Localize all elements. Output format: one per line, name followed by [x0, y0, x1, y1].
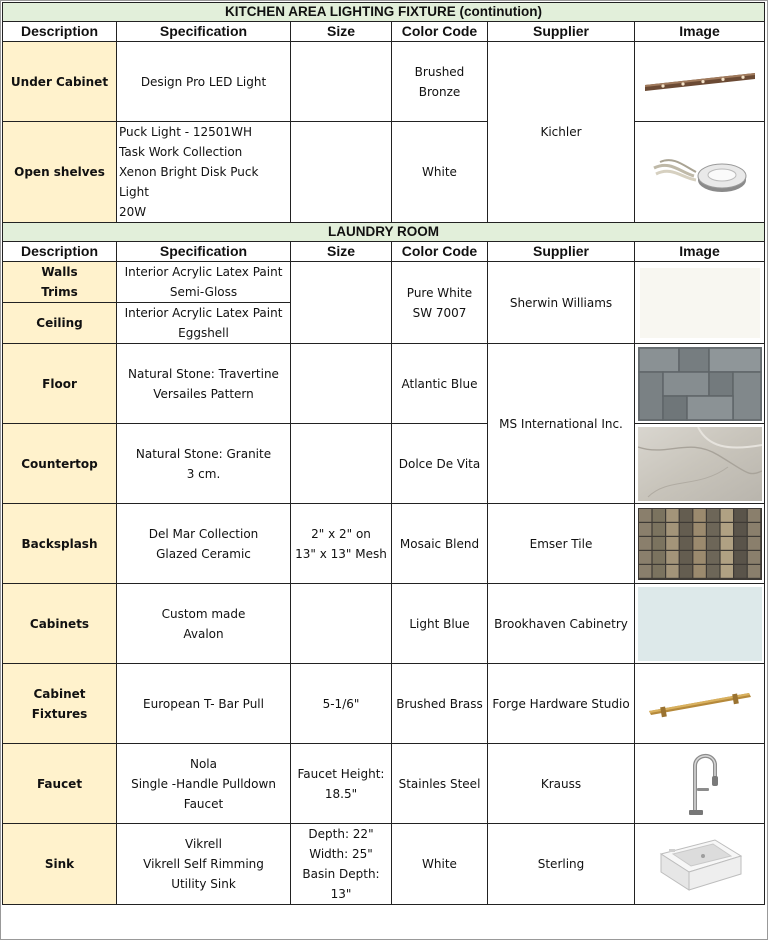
size-cell [291, 504, 392, 584]
supplier-cell: Forge Hardware Studio [488, 664, 635, 744]
spec-line: Glazed Ceramic [156, 546, 251, 561]
supplier-cell: Sherwin Williams [488, 262, 635, 344]
size-cell [291, 744, 392, 824]
header-size: Size [291, 22, 392, 42]
table-row [3, 824, 765, 905]
color-line: Atlantic Blue [401, 376, 478, 391]
color-line: White [422, 857, 457, 871]
color-cell [392, 824, 488, 905]
image-cell [635, 744, 765, 824]
spec-line: Semi-Gloss [169, 285, 238, 299]
supplier-cell: Sterling [488, 824, 635, 905]
image-cell [635, 262, 765, 344]
spec-line: Faucet [183, 796, 224, 811]
spec-line: European T- Bar Pull [143, 696, 264, 711]
color-line: Pure White [406, 285, 473, 300]
header-specification: Specification [117, 242, 291, 262]
description-cell: Floor [3, 344, 117, 424]
size-cell [291, 664, 392, 744]
spec-line: Xenon Bright Disk Puck Light [119, 165, 259, 199]
table-row [3, 744, 765, 824]
image-cell [635, 824, 765, 905]
spec-line: Single -Handle Pulldown [131, 776, 276, 791]
spec-line: Custom made [161, 606, 246, 621]
specification-cell [117, 344, 291, 424]
header-supplier: Supplier [488, 22, 635, 42]
supplier-cell: MS International Inc. [488, 344, 635, 504]
header-size: Size [291, 242, 392, 262]
spec-line: Utility Sink [171, 877, 236, 891]
color-cell [392, 584, 488, 664]
spec-line: Eggshell [178, 326, 229, 340]
image-cell [635, 122, 765, 223]
table-row [3, 504, 765, 584]
specification-cell [117, 584, 291, 664]
header-description: Description [3, 22, 117, 42]
size-line: 13" x 13" Mesh [295, 546, 387, 561]
pulldown-faucet-image [675, 750, 725, 818]
size-line: 18.5" [324, 786, 358, 801]
header-supplier: Supplier [488, 242, 635, 262]
image-cell [635, 344, 765, 424]
spec-line: Natural Stone: Travertine [128, 366, 279, 381]
spec-line: Natural Stone: Granite [135, 446, 272, 461]
spec-line: Del Mar Collection [148, 526, 259, 541]
spec-line: 3 cm. [186, 466, 221, 481]
description-cell: Backsplash [3, 504, 117, 584]
size-cell [291, 824, 392, 905]
image-cell [635, 664, 765, 744]
image-cell [635, 504, 765, 584]
color-cell [392, 262, 488, 344]
specification-cell [117, 664, 291, 744]
laundry-header-row [3, 242, 765, 262]
table-row [3, 664, 765, 744]
header-color-code: Color Code [392, 22, 488, 42]
color-line: Brushed Brass [396, 696, 483, 711]
header-specification: Specification [117, 22, 291, 42]
color-line: Light Blue [409, 616, 470, 631]
mosaic-tile-image [638, 508, 762, 580]
color-cell [392, 344, 488, 424]
description-cell: Cabinets [3, 584, 117, 664]
color-cell [392, 744, 488, 824]
size-cell [291, 584, 392, 664]
description-cell: Ceiling [3, 303, 117, 344]
description-cell: Under Cabinet [3, 42, 117, 122]
description-cell: Open shelves [3, 122, 117, 223]
color-cell [392, 504, 488, 584]
header-description: Description [3, 242, 117, 262]
header-image: Image [635, 22, 765, 42]
size-cell [291, 424, 392, 504]
spec-line: Avalon [183, 626, 224, 641]
spec-line: 20W [119, 205, 147, 219]
walls-label: Walls [41, 265, 78, 279]
supplier-cell: Kichler [488, 42, 635, 223]
trims-label: Trims [41, 285, 78, 299]
table-row [3, 344, 765, 424]
size-cell [291, 42, 392, 122]
size-cell [291, 122, 392, 223]
spec-line: Interior Acrylic Latex Paint [124, 265, 283, 279]
size-cell [291, 262, 392, 344]
spec-line: Vikrell Self Rimming [143, 857, 264, 871]
color-line: Brushed Bronze [414, 64, 465, 99]
cabinet-color-swatch [638, 587, 762, 661]
size-line: 5-1/6" [322, 696, 360, 711]
supplier-cell: Krauss [488, 744, 635, 824]
table-row [3, 424, 765, 504]
table-row [3, 42, 765, 122]
size-line: 2" x 2" on [311, 526, 371, 541]
specification-cell [117, 262, 291, 303]
color-cell [392, 424, 488, 504]
specification-cell [117, 824, 291, 905]
table-row [3, 262, 765, 303]
size-line: Basin Depth: 13" [302, 867, 380, 901]
color-line: SW 7007 [412, 305, 467, 320]
table-row [3, 584, 765, 664]
supplier-cell: Emser Tile [488, 504, 635, 584]
kitchen-section-title: KITCHEN AREA LIGHTING FIXTURE (continution) [3, 3, 765, 22]
spec-line: Task Work Collection [119, 145, 243, 159]
description-cell: Countertop [3, 424, 117, 504]
specification-cell [117, 504, 291, 584]
header-image: Image [635, 242, 765, 262]
color-line: Mosaic Blend [399, 536, 480, 551]
description-cell [3, 262, 117, 303]
laundry-section-title: LAUNDRY ROOM [3, 223, 765, 242]
led-strip-light-image [643, 69, 757, 95]
specification-cell [117, 424, 291, 504]
spec-line: Vikrell [185, 837, 222, 851]
spec-line: Nola [189, 756, 217, 771]
supplier-cell: Brookhaven Cabinetry [488, 584, 635, 664]
spec-line: Versailes Pattern [153, 386, 254, 401]
spec-line: Interior Acrylic Latex Paint [124, 306, 283, 320]
size-cell [291, 344, 392, 424]
puck-light-image [650, 142, 750, 202]
specification-cell [117, 303, 291, 344]
brass-bar-pull-image [645, 687, 755, 721]
description-cell: Cabinet Fixtures [3, 664, 117, 744]
spec-table [2, 2, 765, 905]
image-cell [635, 584, 765, 664]
travertine-tile-image [638, 347, 762, 421]
utility-sink-image [655, 832, 745, 896]
specification-cell [117, 744, 291, 824]
color-cell [392, 122, 488, 223]
color-cell [392, 42, 488, 122]
paint-swatch-image [640, 268, 760, 338]
color-line: White [422, 165, 457, 179]
description-cell: Sink [3, 824, 117, 905]
specification-cell [117, 122, 291, 223]
color-line: Dolce De Vita [398, 456, 481, 471]
color-line: Stainles Steel [398, 776, 481, 791]
granite-slab-image [638, 427, 762, 501]
header-color-code: Color Code [392, 242, 488, 262]
size-line: Width: 25" [309, 847, 373, 861]
description-cell: Faucet [3, 744, 117, 824]
color-cell [392, 664, 488, 744]
size-line: Faucet Height: [297, 766, 385, 781]
specification-cell [117, 42, 291, 122]
spec-line: Design Pro LED Light [140, 74, 267, 89]
image-cell [635, 42, 765, 122]
table-row [3, 122, 765, 223]
kitchen-header-row [3, 22, 765, 42]
spec-line: Puck Light - 12501WH [119, 125, 252, 139]
size-line: Depth: 22" [308, 827, 374, 841]
image-cell [635, 424, 765, 504]
